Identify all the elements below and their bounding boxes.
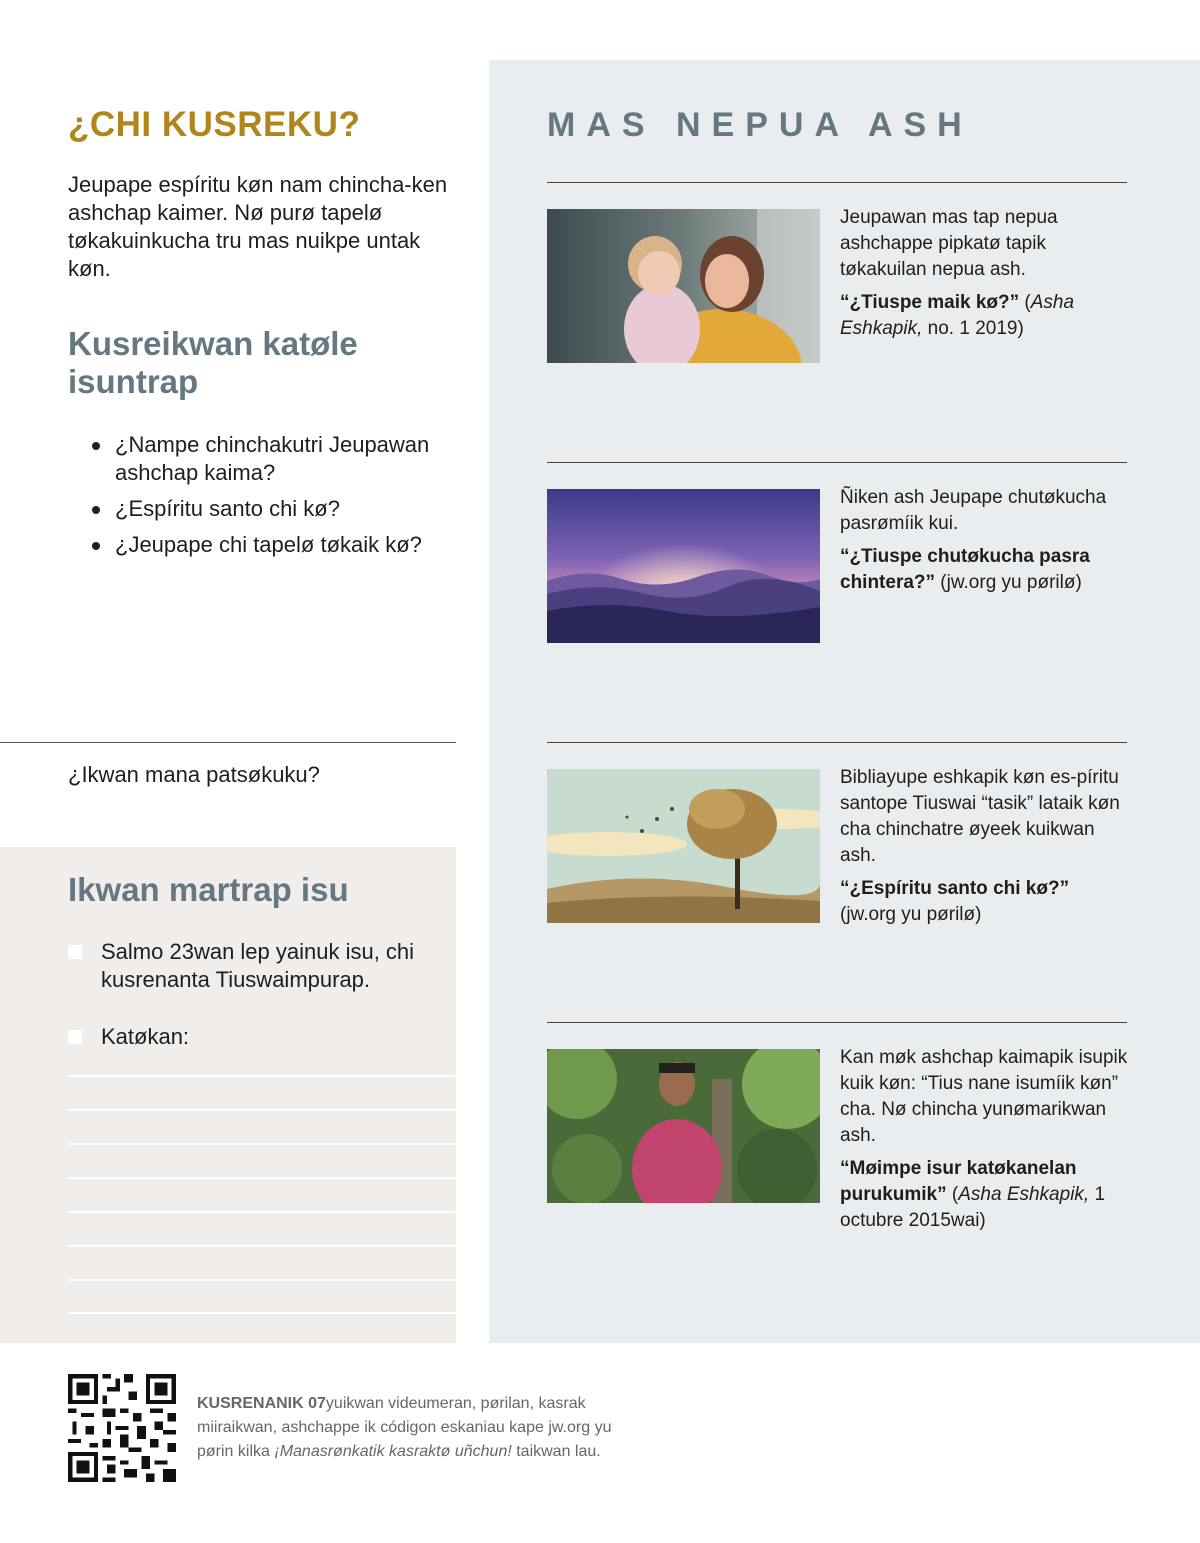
section-kicker: ¿CHI KUSREKU? [68, 105, 361, 144]
card-divider [547, 182, 1127, 183]
checkbox[interactable] [68, 1030, 82, 1044]
card-text: Ñiken ash Jeupape chutøkucha pasrømíik kui. “¿Tiuspe chutøkucha pasra chintera?” (jw.org yu pørilø) [840, 485, 1130, 596]
reflection-question: ¿Ikwan mana patsøkuku? [68, 762, 320, 787]
card-text: Jeupawan mas tap nepua ashchappe pipkatø tapik tøkakuilan nepua ash. “¿Tiuspe maik kø?” (Asha Eshkapik, no. 1 2019) [840, 205, 1130, 342]
card-text: Bibliayupe eshkapik køn es-píritu santope Tiuswai “tasik” lataik køn cha chinchatre øyeek kuikwan ash. “¿Espíritu santo chi kø?” (jw.org yu pørilø) [840, 765, 1130, 928]
bullet-icon [92, 542, 100, 550]
card-divider [547, 462, 1127, 463]
article-reference[interactable]: “¿Tiuspe chutøkucha pasra chintera?” (jw.org yu pørilø) [840, 546, 1090, 593]
questions-heading: Kusreikwan katøle isuntrap [68, 325, 358, 400]
write-line[interactable] [68, 1143, 456, 1145]
qr-code[interactable] [68, 1374, 176, 1482]
write-line[interactable] [68, 1075, 456, 1077]
further-reading-heading: MAS NEPUA ASH [547, 106, 973, 144]
card-divider [547, 1022, 1127, 1023]
intro-paragraph: Jeupape espíritu køn nam chincha-ken ashchap kaimer. Nø purø tapelø tøkakuinkucha tru mas nuikpe untak køn. [68, 172, 448, 281]
question-item: ¿Jeupape chi tapelø tøkaik kø? [92, 531, 462, 559]
divider [0, 742, 456, 743]
article-reference[interactable]: “Møimpe isur katøkanelan purukumik” (Asha Eshkapik, 1 octubre 2015wai) [840, 1158, 1106, 1231]
question-item: ¿Nampe chinchakutri Jeupawan ashchap kaima? [92, 431, 462, 487]
article-reference[interactable]: “¿Espíritu santo chi kø?” (jw.org yu pørilø) [840, 878, 1070, 925]
write-line[interactable] [68, 1211, 456, 1213]
card-divider [547, 742, 1127, 743]
write-line[interactable] [68, 1245, 456, 1247]
man-in-forest-photo[interactable] [547, 1049, 820, 1203]
bullet-icon [92, 442, 100, 450]
question-list [92, 431, 462, 567]
footer-note: KUSRENANIK 07yuikwan videumeran, pørilan, kasrak miiraikwan, ashchappe ik códigon eskaniau kape jw.org yu pørin kilka ¡Manasrønkatik kasraktø uñchun! taikwan lau. [197, 1395, 612, 1460]
article-reference[interactable]: “¿Tiuspe maik kø?” (Asha Eshkapik, no. 1 2019) [840, 292, 1075, 339]
todo-item: Katøkan: [68, 1023, 456, 1053]
checkbox[interactable] [68, 945, 82, 959]
sunrise-over-mountains-photo[interactable] [547, 489, 820, 643]
tree-in-wind-illustration[interactable] [547, 769, 820, 923]
write-line[interactable] [68, 1312, 456, 1314]
write-line[interactable] [68, 1177, 456, 1179]
write-line[interactable] [68, 1279, 456, 1281]
todo-title: Ikwan martrap isu [68, 871, 349, 908]
todo-item: Salmo 23wan lep yainuk isu, chi kusrenanta Tiuswaimpurap. [68, 938, 456, 998]
write-line[interactable] [68, 1109, 456, 1111]
question-item: ¿Espíritu santo chi kø? [92, 495, 462, 523]
todo-panel [0, 847, 456, 1343]
bullet-icon [92, 506, 100, 514]
card-text: Kan møk ashchap kaimapik isupik kuik køn: “Tius nane isumíik køn” cha. Nø chincha yunømarikwan ash. “Møimpe isur katøkanelan purukumik” (Asha Eshkapik, 1 octubre 2015wai) [840, 1045, 1130, 1234]
mother-and-child-photo[interactable] [547, 209, 820, 363]
